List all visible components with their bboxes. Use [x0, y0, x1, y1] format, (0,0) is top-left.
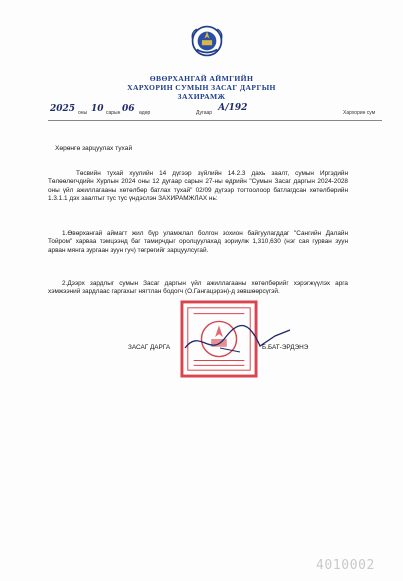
document-serial: 4010002: [316, 558, 375, 573]
document-type: ЗАХИРАМЖ: [177, 92, 226, 101]
handwritten-number: А/192: [218, 103, 248, 113]
document-subject: Хөрөнгө зарцуулах тухай: [55, 145, 133, 152]
org-name-line1: ӨВӨРХАНГАЙ АЙМГИЙН: [149, 74, 254, 83]
signatory-title: ЗАСАГ ДАРГА: [128, 344, 171, 351]
handwritten-day: 06: [122, 104, 135, 114]
body-paragraph-1: Төсвийн тухай хуулийн 14 дүгээр зүйлийн 14.2.3 дахь заалт, сумын Иргэдийн Төлөөлөгчдийн Хурлын 2024 оны 12 дугаар сарын 27-ны өдрийн "Сумын Засаг даргын 2024-2028 оны үйл ажиллагааны хөтөлбөр батлах тухай" 02/09 дүгээр тогтоолоор батлагдсан хөтөлбөрийн 1.3.1.1 дэх заалтыг тус тус үндэслэн ЗАХИРАМЖЛАХ нь:: [48, 170, 348, 203]
handwritten-month: 10: [91, 104, 104, 114]
year-suffix: оны: [78, 110, 88, 116]
handwritten-signature: [180, 318, 300, 368]
state-emblem-icon: [190, 24, 224, 58]
month-suffix: сарын: [106, 110, 121, 116]
body-paragraph-2: 1.Өвөрхангай аймагт жил бүр уламжлал болгон зохион байгуулагддаг "Сангийн Далайн Тойром" харваа тэмцээнд баг тамирчдыг оролцуулахад зориулж 1,310,630 (нэг сая гурван зуун арван мянга зургаан зуун гуч) төгрөгийг зарцуулсугай.: [48, 230, 348, 254]
place-name: Хархорин сум: [343, 110, 376, 116]
date-underline: [48, 120, 382, 121]
handwritten-year: 2025: [50, 104, 76, 114]
org-name-line2: ХАРХОРИН СУМЫН ЗАСАГ ДАРГЫН: [127, 83, 276, 92]
signatory-name: Б.БАТ-ЭРДЭНЭ: [262, 344, 309, 351]
day-suffix: өдөр: [139, 110, 151, 116]
body-paragraph-3: 2.Дээрх зардлыг сумын Засаг даргын үйл ажиллагааны хөтөлбөрийг хэрэгжүүлэх арга хэмжээний зардлаас гаргахыг нягтлан бодогч (О.Гангацэрэн)-д зөвшөөрсүгэй.: [48, 280, 348, 296]
number-prefix: Дугаар: [196, 110, 213, 116]
